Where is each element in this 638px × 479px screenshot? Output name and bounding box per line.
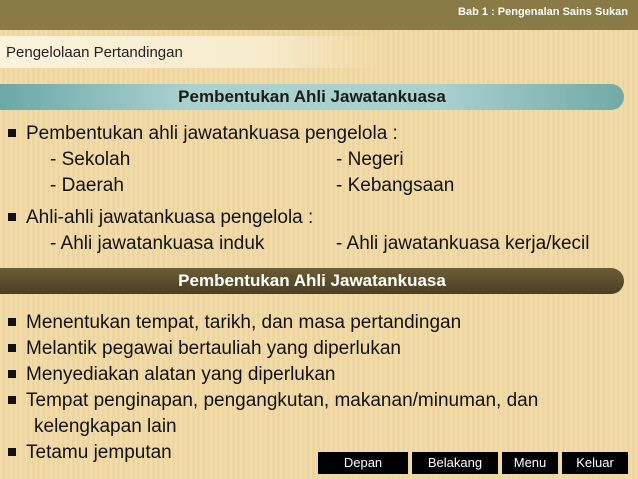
committee-induk: - Ahli jawatankuasa induk — [50, 233, 265, 254]
section-label: Pengelolaan Pertandingan — [6, 44, 183, 61]
banner-bottom: Pembentukan Ahli Jawatankuasa — [0, 268, 624, 294]
bullet-icon — [8, 129, 16, 137]
chapter-title: Bab 1 : Pengenalan Sains Sukan — [458, 6, 628, 18]
bullet-icon — [8, 213, 16, 221]
list-item-continuation: kelengkapan lain — [34, 416, 177, 437]
list-item — [8, 362, 628, 388]
committee-types-row — [8, 231, 628, 257]
list-item — [8, 121, 628, 147]
bullet-icon — [8, 344, 16, 352]
level-daerah: - Daerah — [50, 175, 124, 196]
nav-belakang-button[interactable]: Belakang — [412, 452, 498, 474]
bullet-text: Menentukan tempat, tarikh, dan masa pertandingan — [26, 312, 462, 333]
level-sekolah: - Sekolah — [50, 149, 131, 170]
bullet-icon — [8, 370, 16, 378]
committee-formation-block — [8, 121, 628, 257]
list-item — [8, 388, 628, 414]
committee-tasks-block — [8, 310, 628, 466]
bullet-text: Pembentukan ahli jawatankuasa pengelola : — [26, 123, 398, 144]
list-item — [8, 205, 628, 231]
nav-keluar-button[interactable]: Keluar — [562, 452, 628, 474]
section-label-box — [0, 36, 380, 68]
bullet-icon — [8, 448, 16, 456]
nav-depan-button[interactable]: Depan — [318, 452, 408, 474]
bullet-text: Melantik pegawai bertauliah yang diperlukan — [26, 338, 401, 359]
banner-top: Pembentukan Ahli Jawatankuasa — [0, 84, 624, 110]
nav-menu-button[interactable]: Menu — [502, 452, 558, 474]
level-row-2 — [8, 173, 628, 199]
level-negeri: - Negeri — [336, 149, 404, 170]
committee-kerja: - Ahli jawatankuasa kerja/kecil — [336, 233, 590, 254]
bullet-text: Tempat penginapan, pengangkutan, makanan/minuman, dan — [26, 390, 539, 411]
bullet-text: Menyediakan alatan yang diperlukan — [26, 364, 336, 385]
level-kebangsaan: - Kebangsaan — [336, 175, 455, 196]
bullet-text: Ahli-ahli jawatankuasa pengelola : — [26, 207, 314, 228]
level-row-1 — [8, 147, 628, 173]
list-item — [8, 310, 628, 336]
list-item — [8, 336, 628, 362]
bullet-icon — [8, 318, 16, 326]
top-bar — [0, 0, 638, 30]
bullet-icon — [8, 396, 16, 404]
bullet-text: Tetamu jemputan — [26, 442, 172, 463]
